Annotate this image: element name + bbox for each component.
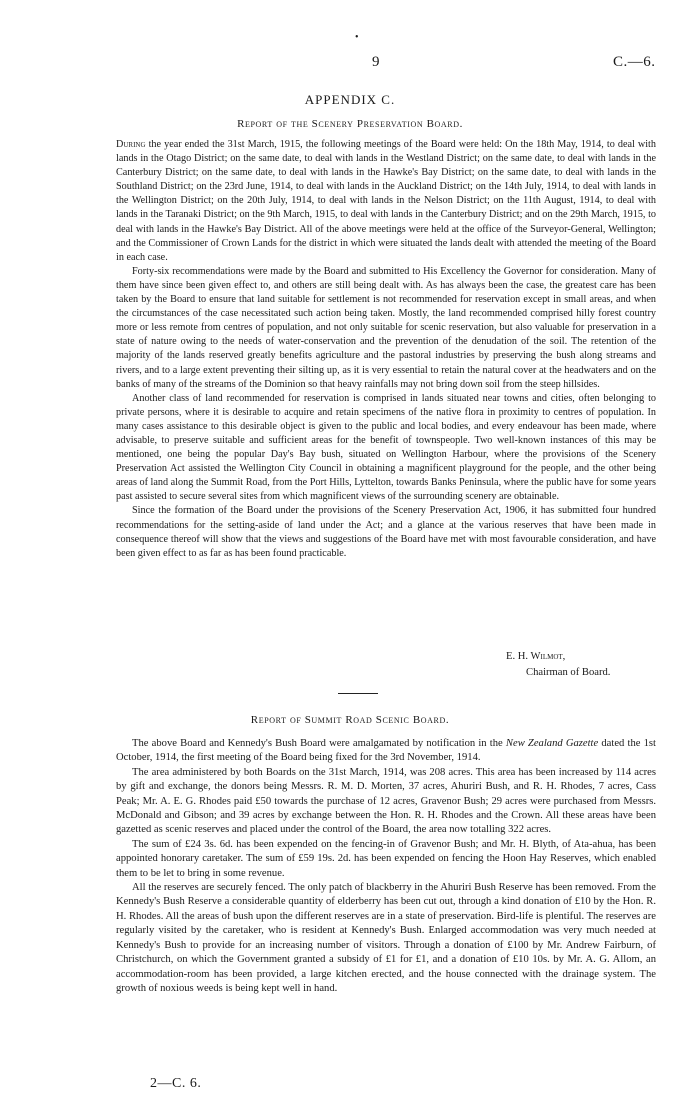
paragraph-text: the year ended the 31st March, 1915, the following meetings of the Board were held: On the 18th May, 1914, to deal with lands in the Otago District; on the same date, to deal with lands in the Westland District; on the same date, to deal with lands in the Canterbury District; on the same date, to deal with lands in the Hawke's Bay District; on the same date, to deal with lands in the Southland District; on the 23rd June, 1914, to deal with lands in the Auckland District; on the 14th July, 1914, to deal with lands in the Wellington District; on the 20th July, 1914, to deal with lands in the Nelson District; on the 11th August, 1914, to deal with lands in the Taranaki District; on the 9th March, 1915, to deal with lands in the Canterbury District; and on the 29th March, 1915, to deal with lands in the Hawke's Bay District. All of the above meetings were held at the office of the Surveyor-General, Wellington; and the Commissioner of Crown Lands for the district in which were situated the lands dealt with attended the meeting of the Board in each case. [116, 139, 656, 263]
report-body-summit-road [116, 737, 656, 996]
report-title-scenery-board: Report of the Scenery Preservation Board. [237, 118, 463, 130]
paragraph-text: dated the 1st October, 1914, the first meeting of the Board being fixed for the 3rd November, 1914. [116, 738, 656, 764]
paragraph [116, 138, 656, 265]
signature-name: E. H. Wilmot, [506, 651, 566, 662]
paragraph: Another class of land recommended for reservation is comprised in lands situated near towns and cities, often belonging to private persons, where it is desirable to acquire and retain specimens of the native flora in proximity to centres of population. In many cases assistance to this desirable object is given to the public and local bodies, and every endeavour has been made, where advisable, to preserve suitable and sufficient areas for the benefit of townspeople. Two well-known instances of this may be mentioned, one being the popular Day's Bay bush, situated on Wellington Harbour, where the provisions of the Scenery Preservation Act assisted the Wellington City Council in obtaining a magnificent playground for the people, and the other being areas of land along the Summit Road, from the Port Hills, Lyttelton, towards Banks Peninsula, where the public have for some years past assisted to secure several sites from which magnificent views of the surrounding scenery are obtainable. [116, 392, 656, 503]
section-divider [338, 693, 378, 694]
page-number: 9 [372, 54, 380, 70]
header-dot: • [355, 32, 359, 43]
signature-footer: 2—C. 6. [150, 1076, 202, 1091]
report-body-scenery-board [116, 138, 656, 561]
gazette-title: New Zealand Gazette [505, 738, 599, 749]
paragraph: The area administered by both Boards on the 31st March, 1914, was 208 acres. This area has been increased by 114 acres by gift and exchange, the donors being Messrs. R. M. D. Morten, 37 acres, Ahuriri Bush, and R. H. Rhodes, 7 acres, Cass Peak; Mr. A. E. G. Rhodes paid £50 towards the purchase of 12 acres, Gravenor Bush; 29 acres were purchased from Messrs. McDonald and Gibson; and 39 acres by exchange between the Hon. R. H. Rhodes and the Crown. All these areas have been gazetted as scenic reserves and placed under the control of the Board, the area now totalling 322 acres. [116, 766, 656, 836]
paragraph: Since the formation of the Board under the provisions of the Scenery Preservation Act, 1906, it has submitted four hundred recommendations for the setting-aside of land under the Act; and a glance at the various reserves that have been made in consequence thereof will show that the views and suggestions of the Board have met with most favourable consideration, and have been given effect to as far as has been found practicable. [116, 505, 656, 559]
paragraph [116, 737, 656, 766]
paragraph: Forty-six recommendations were made by the Board and submitted to His Excellency the Governor for consideration. Many of them have since been given effect to, and others are still being dealt with. As has always been the case, the greatest care has been taken by the Board to ensure that land suitable for settlement is not recommended for reservation except in small areas, and when the circumstances of the case necessitated such action being taken. Mostly, the land recommended comprised hilly forest country more or less remote from centres of population, and not only suitable for scenic reservation, but also valuable for preservation in a state of nature owing to the needs of water-conservation and the prevention of the denudation of the soil. The retention of the majority of the lands reserved greatly benefits agriculture and the pastoral industries by preserving the bush along streams and rivers, and to a large extent preventing their silting up, as it is very essential to retain the natural cover at the headwaters and on the banks of many of the streams of the Dominion so that heavy rainfalls may not bring down soil from the steep hillsides. [116, 265, 656, 390]
appendix-title: APPENDIX C. [304, 92, 396, 107]
signature-title: Chairman of Board. [526, 667, 611, 678]
paragraph: The sum of £24 3s. 6d. has been expended on the fencing-in of Gravenor Bush; and Mr. H. Blyth, of Ata-ahua, has been appointed honorary caretaker. The sum of £59 19s. 2d. has been expended on fencing the Hoon Hay Reserves, which enabled them to be let to bring in some revenue. [116, 838, 656, 879]
report-title-summit-road: Report of Summit Road Scenic Board. [250, 714, 450, 726]
paragraph: All the reserves are securely fenced. The only patch of blackberry in the Ahuriri Bush Reserve has been removed. From the Kennedy's Bush Reserve a considerable quantity of elderberry has been cut out, through a kind donation of £10 by the Hon. R. H. Rhodes. All the areas of bush upon the different reserves are in a state of preservation. Bird-life is plentiful. The reserves are regularly visited by the caretaker, who is resident at Kennedy's Bush. Enlarged accommodation was very much needed at Kennedy's Bush to provide for an increasing number of visitors. Through a donation of £100 by Mr. Andrew Fairburn, of Christchurch, on which the Government granted a subsidy of £1 for £1, and a donation of £10 10s. by Mr. A. G. Allom, an accommodation-room has been provided, a large kitchen erected, and the house connected with the drainage system. The growth of noxious weeds is being kept well in hand. [116, 882, 656, 994]
paragraph-text: The above Board and Kennedy's Bush Board were amalgamated by notification in the [132, 738, 506, 749]
document-reference: C.—6. [613, 54, 656, 70]
lead-word: During [116, 139, 146, 150]
